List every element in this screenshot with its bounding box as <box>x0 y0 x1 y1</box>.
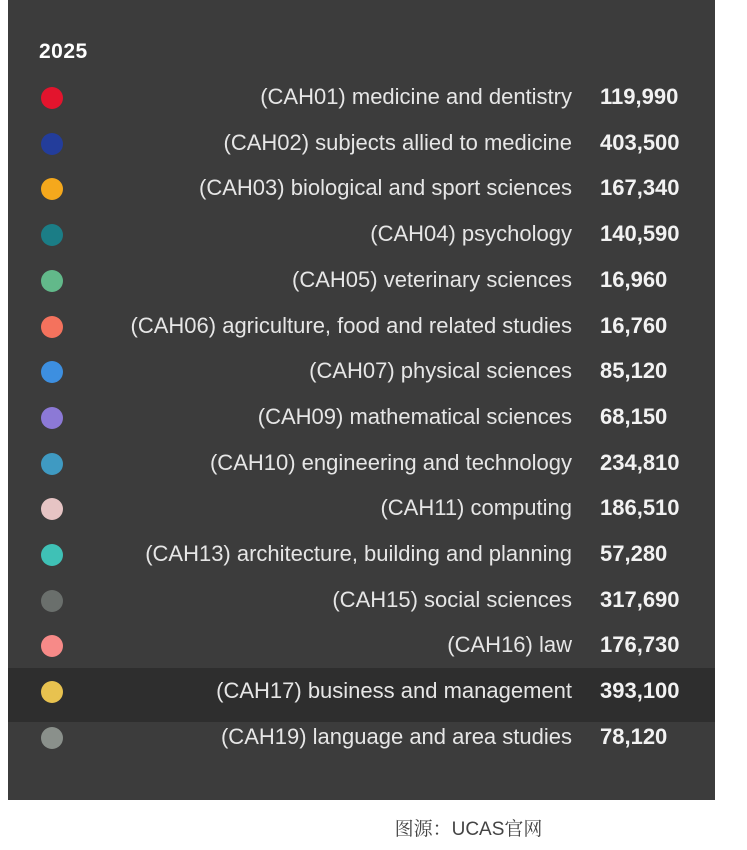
series-color-dot-icon <box>41 361 63 383</box>
legend-row <box>8 78 715 118</box>
series-label: (CAH19) language and area studies <box>220 723 572 749</box>
series-color-dot-icon <box>41 133 63 155</box>
series-label: (CAH02) subjects allied to medicine <box>223 129 572 155</box>
series-value: 186,510 <box>600 495 680 521</box>
chart-tooltip-panel <box>8 0 715 800</box>
legend-row <box>8 352 715 392</box>
series-label: (CAH04) psychology <box>370 221 572 247</box>
legend-row <box>8 489 715 529</box>
series-value: 234,810 <box>600 449 680 475</box>
series-value: 85,120 <box>600 358 668 384</box>
legend-row <box>8 444 715 484</box>
series-value: 16,960 <box>600 266 668 292</box>
series-color-dot-icon <box>41 316 63 338</box>
legend-row <box>8 718 715 758</box>
legend-row <box>8 581 715 621</box>
series-label: (CAH07) physical sciences <box>309 358 572 384</box>
series-color-dot-icon <box>41 681 63 703</box>
series-color-dot-icon <box>41 224 63 246</box>
series-value: 317,690 <box>600 586 680 612</box>
series-value: 68,150 <box>600 403 668 429</box>
legend-row <box>8 626 715 666</box>
series-label: (CAH15) social sciences <box>332 586 572 612</box>
series-value: 119,990 <box>600 84 679 109</box>
series-color-dot-icon <box>41 544 63 566</box>
series-value: 78,120 <box>600 723 668 749</box>
series-color-dot-icon <box>41 270 63 292</box>
legend-row <box>8 124 715 164</box>
series-color-dot-icon <box>41 87 63 109</box>
series-value: 57,280 <box>600 541 668 566</box>
series-color-dot-icon <box>41 635 63 657</box>
series-color-dot-icon <box>41 178 63 200</box>
image-source-caption: 图源：UCAS官网 <box>394 819 543 840</box>
legend-row <box>8 672 715 712</box>
series-value: 140,590 <box>600 221 680 247</box>
series-color-dot-icon <box>41 727 63 749</box>
series-label: (CAH05) veterinary sciences <box>292 266 572 292</box>
series-color-dot-icon <box>41 498 63 520</box>
series-label: (CAH13) architecture, building and planning <box>145 541 572 566</box>
series-label: (CAH16) law <box>447 632 572 658</box>
legend-row <box>8 535 715 575</box>
legend-row <box>8 398 715 438</box>
series-color-dot-icon <box>41 453 63 475</box>
series-value: 176,730 <box>600 632 680 658</box>
series-label: (CAH11) computing <box>380 495 572 521</box>
legend-row <box>8 215 715 255</box>
series-label: (CAH10) engineering and technology <box>209 449 572 475</box>
series-label: (CAH03) biological and sport sciences <box>199 175 572 201</box>
series-label: (CAH09) mathematical sciences <box>257 403 572 429</box>
series-value: 16,760 <box>600 312 668 338</box>
legend-row <box>8 261 715 301</box>
legend-row <box>8 307 715 347</box>
series-value: 403,500 <box>600 129 680 155</box>
series-color-dot-icon <box>41 590 63 612</box>
series-label: (CAH06) agriculture, food and related studies <box>130 312 572 338</box>
series-label: (CAH17) business and management <box>216 678 572 704</box>
tooltip-title: 2025 <box>39 40 88 63</box>
series-value: 167,340 <box>600 175 680 201</box>
series-color-dot-icon <box>41 407 63 429</box>
series-value: 393,100 <box>600 678 680 704</box>
legend-row <box>8 169 715 209</box>
series-label: (CAH01) medicine and dentistry <box>260 84 572 109</box>
